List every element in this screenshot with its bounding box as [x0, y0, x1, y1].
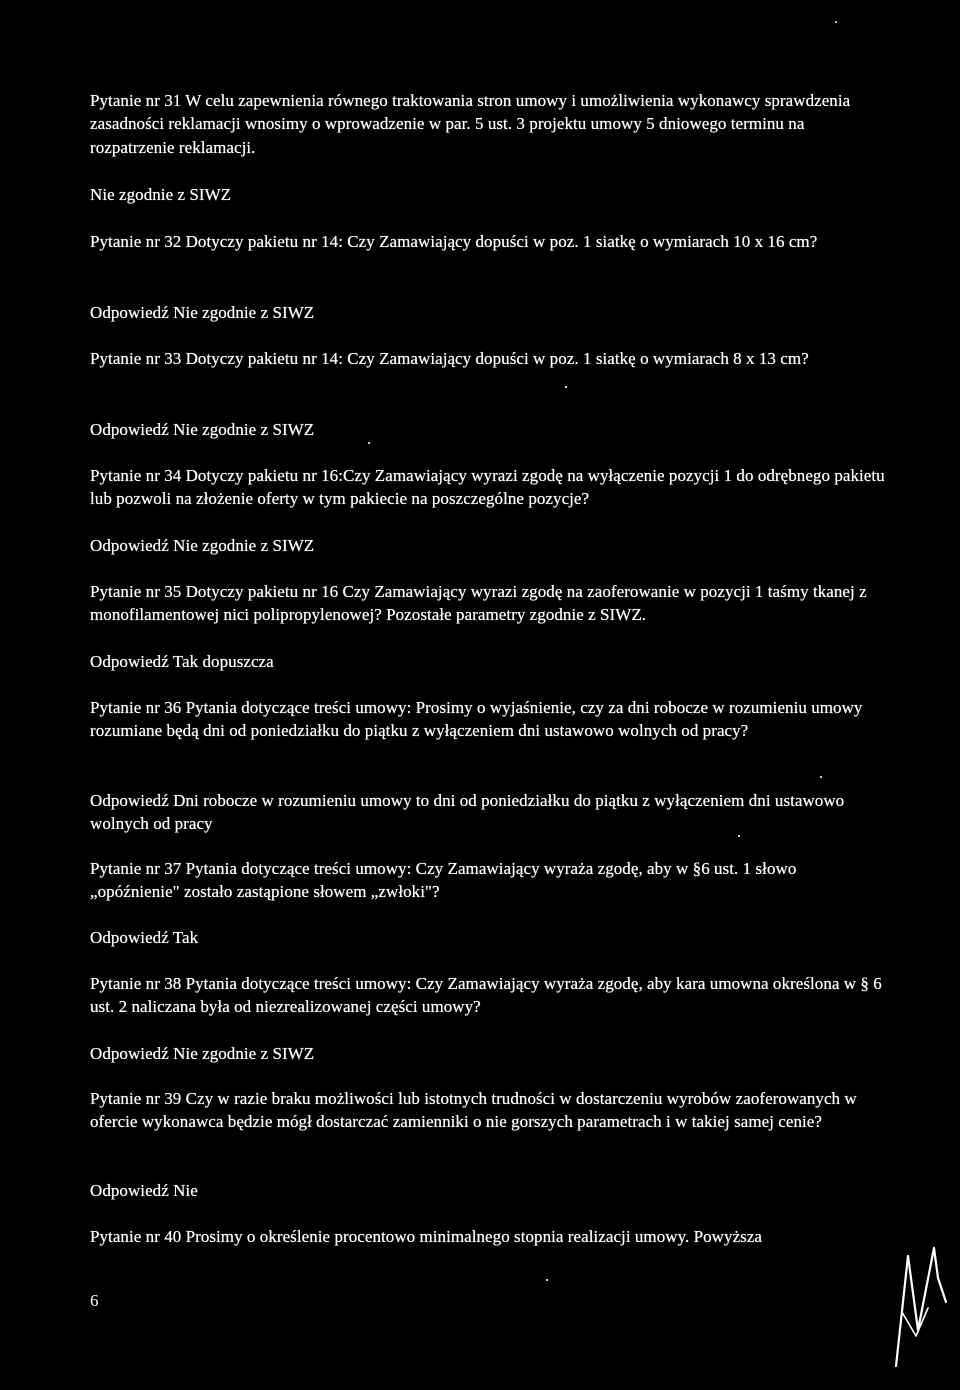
- question-35: Pytanie nr 35 Dotyczy pakietu nr 16 Czy Zamawiający wyrazi zgodę na zaoferowanie w pozycji 1 taśmy tkanej z monofilamentowej nici polipropylenowej? Pozostałe parametry zgodnie z SIWZ.: [90, 582, 867, 625]
- question-36: Pytanie nr 36 Pytania dotyczące treści umowy: Prosimy o wyjaśnienie, czy za dni robocze w rozumieniu umowy rozumiane będą dni od poniedziałku do piątku z wyłączeniem dni ustawowo wolnych od pracy?: [90, 698, 863, 741]
- scan-speck: [835, 21, 837, 23]
- scan-speck: [738, 835, 740, 837]
- answer-35: Odpowiedź Tak dopuszcza: [90, 652, 274, 671]
- scan-speck: [820, 776, 822, 778]
- scan-speck: [565, 386, 567, 388]
- question-37: Pytanie nr 37 Pytania dotyczące treści umowy: Czy Zamawiający wyraża zgodę, aby w §6 ust. 1 słowo „opóźnienie" zostało zastąpione słowem „zwłoki"?: [90, 859, 797, 902]
- question-39: Pytanie nr 39 Czy w razie braku możliwości lub istotnych trudności w dostarczeniu wyrobów zaoferowanych w ofercie wykonawca będzie mógł dostarczać zamienniki o nie gorszych parametrach i w takiej samej cenie?: [90, 1089, 857, 1132]
- answer-39: Odpowiedź Nie: [90, 1181, 198, 1200]
- question-38: Pytanie nr 38 Pytania dotyczące treści umowy: Czy Zamawiający wyraża zgodę, aby kara umowna określona w § 6 ust. 2 naliczana była od niezrealizowanej części umowy?: [90, 974, 882, 1017]
- answer-37: Odpowiedź Tak: [90, 928, 199, 947]
- handwritten-signature: [888, 1238, 954, 1370]
- page-number: 6: [90, 1291, 99, 1310]
- answer-38: Odpowiedź Nie zgodnie z SIWZ: [90, 1044, 315, 1063]
- scan-speck: [368, 442, 370, 444]
- question-40: Pytanie nr 40 Prosimy o określenie procentowo minimalnego stopnia realizacji umowy. Powyższa: [90, 1227, 763, 1246]
- question-32: Pytanie nr 32 Dotyczy pakietu nr 14: Czy Zamawiający dopuści w poz. 1 siatkę o wymiarach 10 x 16 cm?: [90, 232, 818, 251]
- question-33: Pytanie nr 33 Dotyczy pakietu nr 14: Czy Zamawiający dopuści w poz. 1 siatkę o wymiarach 8 x 13 cm?: [90, 349, 809, 368]
- answer-36: Odpowiedź Dni robocze w rozumieniu umowy to dni od poniedziałku do piątku z wyłączeniem dni ustawowo wolnych od pracy: [90, 791, 845, 834]
- answer-32: Odpowiedź Nie zgodnie z SIWZ: [90, 303, 315, 322]
- answer-31: Nie zgodnie z SIWZ: [90, 185, 232, 204]
- question-34: Pytanie nr 34 Dotyczy pakietu nr 16:Czy Zamawiający wyrazi zgodę na wyłączenie pozycji 1 do odrębnego pakietu lub pozwoli na złożenie oferty w tym pakiecie na poszczególne pozycje?: [90, 466, 885, 509]
- scan-speck: [546, 1279, 548, 1281]
- answer-33: Odpowiedź Nie zgodnie z SIWZ: [90, 420, 315, 439]
- question-31: Pytanie nr 31 W celu zapewnienia równego traktowania stron umowy i umożliwienia wykonawcy sprawdzenia zasadności reklamacji wnosimy o wprowadzenie w par. 5 ust. 3 projektu umowy 5 dniowego terminu na rozpatrzenie reklamacji.: [90, 91, 851, 157]
- answer-34: Odpowiedź Nie zgodnie z SIWZ: [90, 536, 315, 555]
